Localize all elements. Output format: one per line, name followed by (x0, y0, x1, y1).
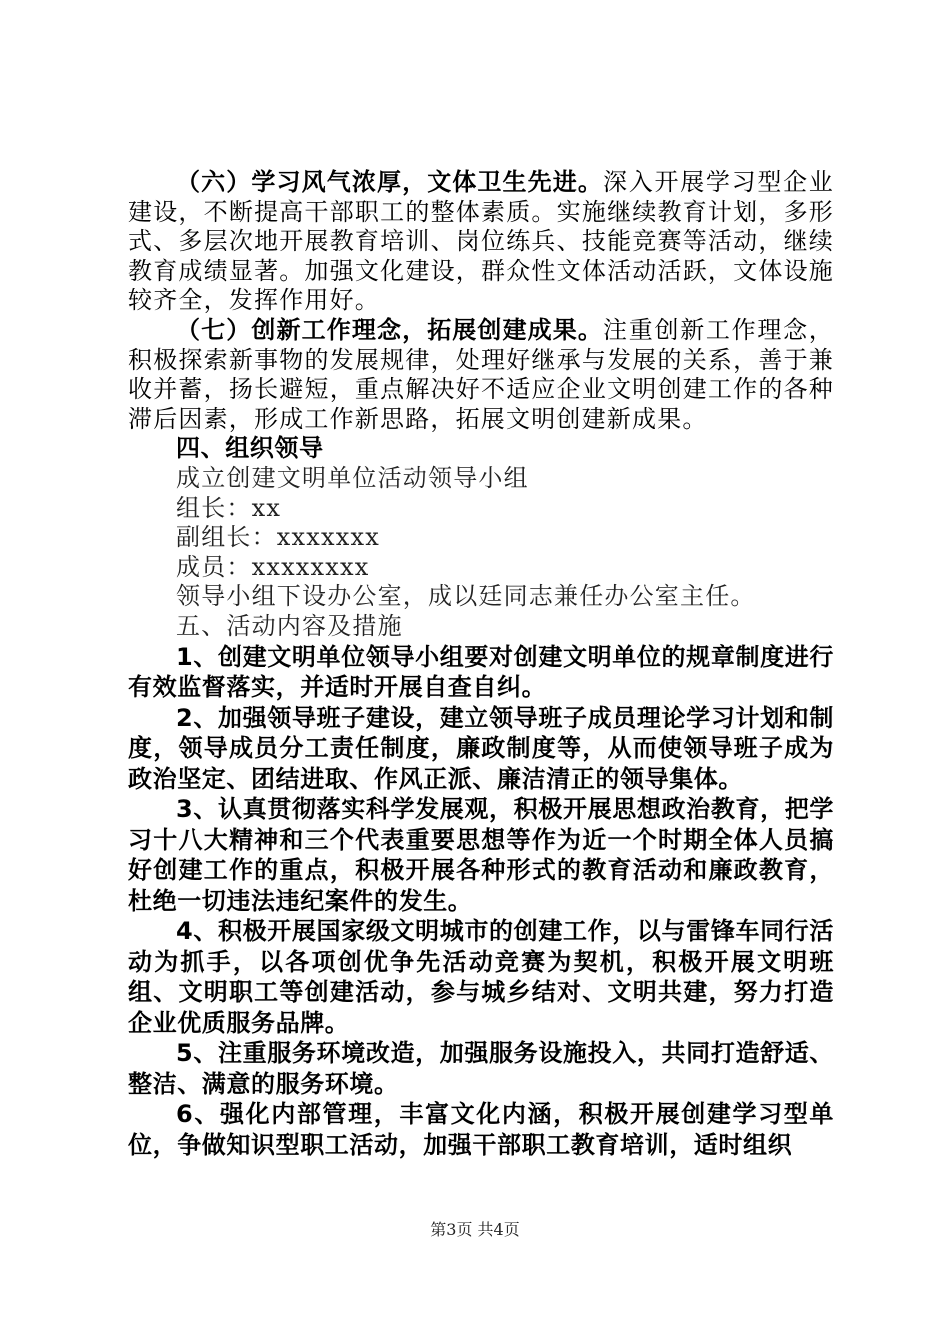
paragraph-seven (128, 316, 834, 434)
vice-leader-line: 副组长：xxxxxxx (176, 523, 380, 552)
group-line: 成立创建文明单位活动领导小组 (176, 463, 529, 492)
paragraph-six-heading: （六）学习风气浓厚，文体卫生先进。 (176, 168, 604, 196)
measure-item-2: 2、加强领导班子建设，建立领导班子成员理论学习计划和制度，领导成员分工责任制度，廉政制度等，从而使领导班子成为政治坚定、团结进取、作风正派、廉洁清正的领导集体。 (128, 703, 834, 793)
members-line: 成员：xxxxxxxx (176, 552, 370, 581)
page-footer: 第3页 共4页 (430, 1220, 520, 1239)
measure-item-6: 6、强化内部管理，丰富文化内涵，积极开展创建学习型单位，争做知识型职工活动，加强干部职工教育培训，适时组织 (128, 1100, 834, 1159)
office-line: 领导小组下设办公室，成以廷同志兼任办公室主任。 (176, 582, 756, 611)
paragraph-seven-body: 注重创新工作理念，积极探索新事物的发展规律，处理好继承与发展的关系，善于兼收并蓄，扬长避短，重点解决好不适应企业文明创建工作的各种滞后因素，形成工作新思路，拓展文明创建新成果。 (128, 315, 834, 433)
section-five-title: 五、活动内容及措施 (176, 611, 403, 640)
paragraph-seven-heading: （七）创新工作理念，拓展创建成果。 (176, 315, 604, 344)
measure-item-3: 3、认真贯彻落实科学发展观，积极开展思想政治教育，把学习十八大精神和三个代表重要思想等作为近一个时期全体人员搞好创建工作的重点，积极开展各种形式的教育活动和廉政教育，杜绝一切违法违纪案件的发生。 (128, 795, 834, 915)
section-four-title: 四、组织领导 (176, 434, 324, 463)
paragraph-six (128, 168, 834, 316)
measure-item-4: 4、积极开展国家级文明城市的创建工作，以与雷锋车同行活动为抓手，以各项创优争先活动竞赛为契机，积极开展文明班组、文明职工等创建活动，参与城乡结对、文明共建，努力打造企业优质服务品牌。 (128, 917, 834, 1037)
measure-item-5: 5、注重服务环境改造，加强服务设施投入，共同打造舒适、整洁、满意的服务环境。 (128, 1039, 834, 1098)
document-body (128, 168, 834, 1160)
leader-line: 组长：xx (176, 493, 282, 522)
paragraph-six-body: 深入开展学习型企业建设，不断提高干部职工的整体素质。实施继续教育计划，多形式、多层次地开展教育培训、岗位练兵、技能竞赛等活动，继续教育成绩显著。加强文化建设，群众性文体活动活跃，文体设施较齐全，发挥作用好。 (128, 168, 834, 315)
measure-item-1: 1、创建文明单位领导小组要对创建文明单位的规章制度进行有效监督落实，并适时开展自查自纠。 (128, 642, 834, 701)
